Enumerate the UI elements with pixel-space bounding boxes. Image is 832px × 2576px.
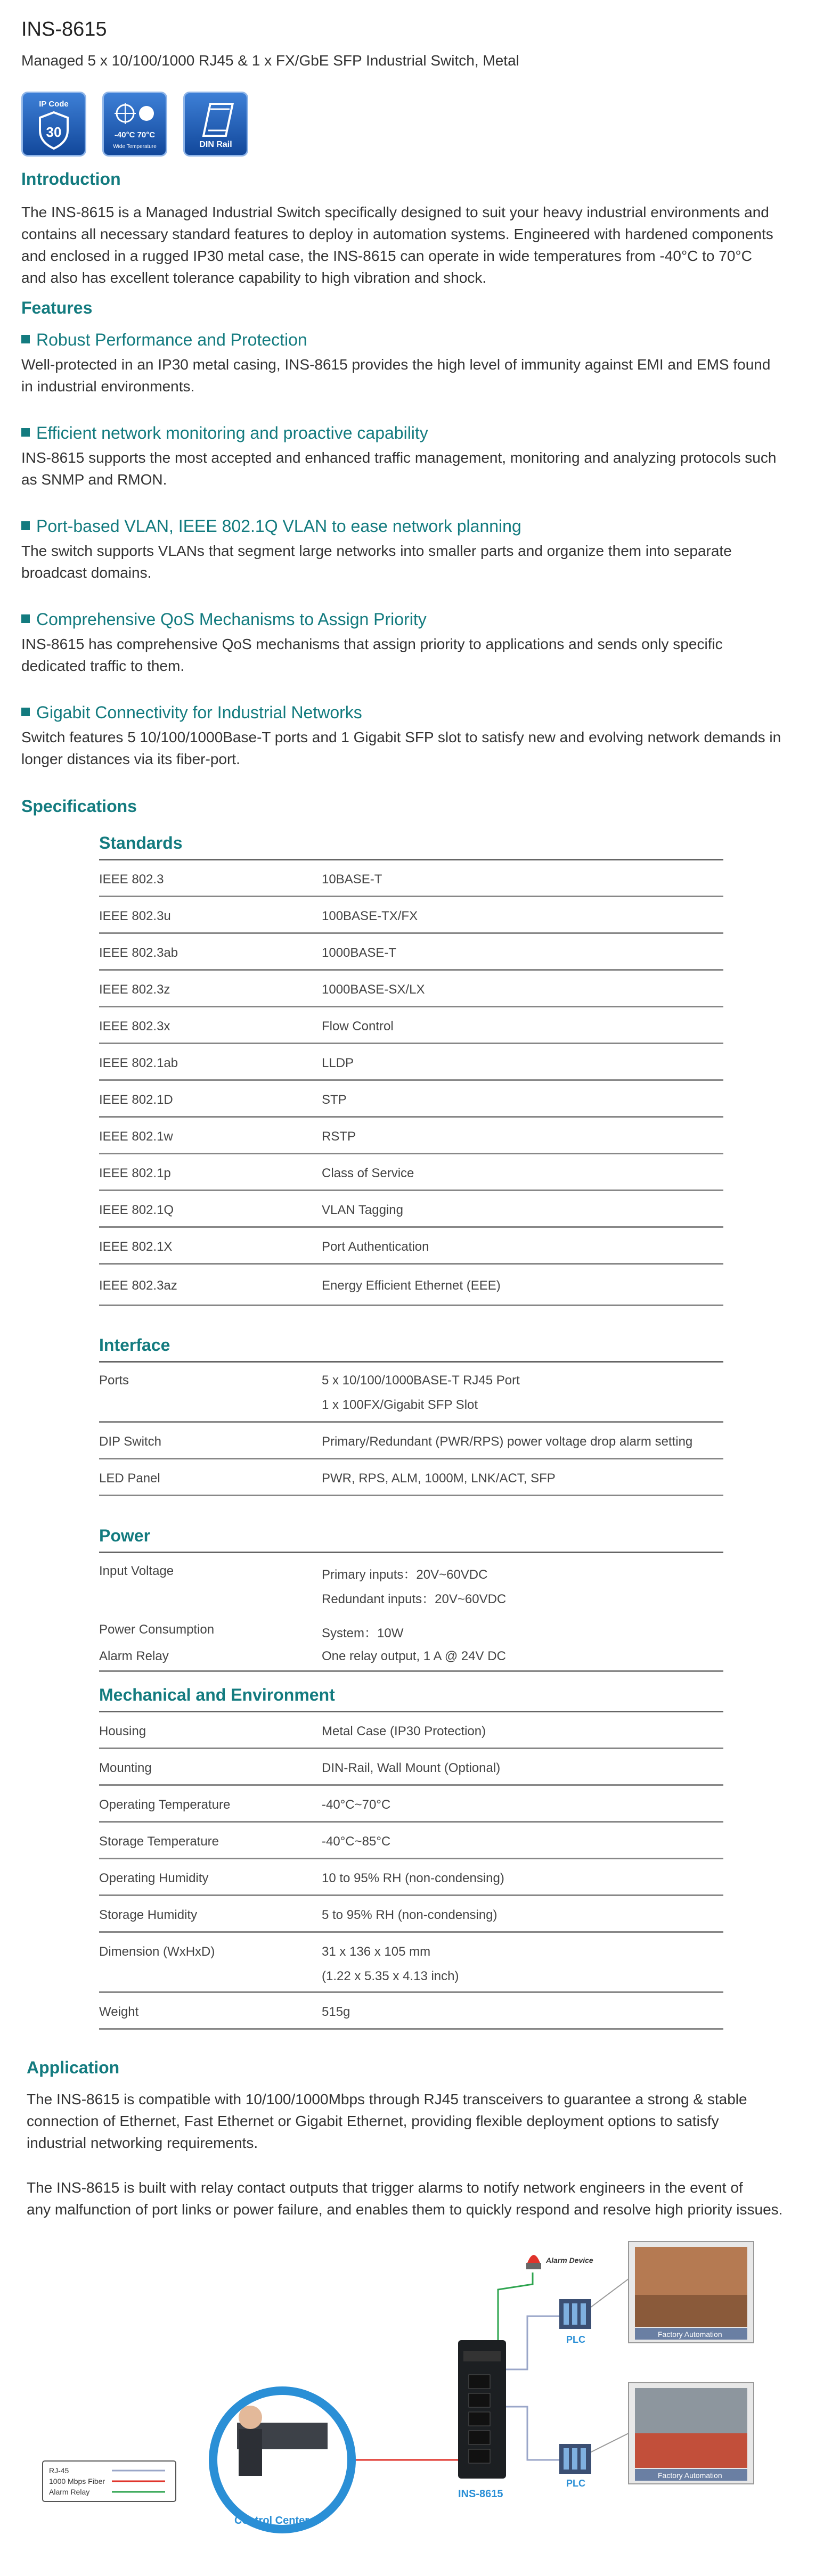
din-rail-badge-icon	[183, 92, 248, 157]
spec-key: IEEE 802.1w	[99, 1129, 173, 1144]
spec-value: Redundant inputs：20V~60VDC	[322, 1592, 507, 1606]
legend-alarm: Alarm Relay	[49, 2488, 90, 2496]
spec-key: IEEE 802.3ab	[99, 946, 178, 960]
table-row	[99, 1459, 723, 1496]
legend-rj45: RJ-45	[49, 2466, 69, 2475]
spec-value: -40°C~85°C	[322, 1834, 391, 1849]
spec-key: IEEE 802.1X	[99, 1240, 173, 1254]
spec-value: Energy Efficient Ethernet (EEE)	[322, 1278, 501, 1293]
spec-key: IEEE 802.3x	[99, 1019, 170, 1033]
legend-fiber: 1000 Mbps Fiber	[49, 2477, 105, 2485]
feature-desc	[21, 726, 810, 770]
spec-value: 1000BASE-T	[322, 946, 397, 960]
plc-device-icon	[559, 2299, 591, 2329]
table-row	[99, 1823, 723, 1859]
spec-value: Class of Service	[322, 1166, 414, 1180]
spec-key: Dimension (WxHxD)	[99, 1945, 215, 1959]
spec-value: LLDP	[322, 1056, 354, 1070]
feature-title	[21, 516, 521, 536]
spec-key: IEEE 802.3z	[99, 982, 170, 997]
spec-key: IEEE 802.1p	[99, 1166, 171, 1180]
introduction-heading: Introduction	[21, 169, 121, 188]
spec-key: Operating Temperature	[99, 1798, 231, 1812]
spec-key: Power Consumption	[99, 1622, 215, 1637]
spec-key: Storage Temperature	[99, 1834, 219, 1849]
table-row	[99, 1859, 723, 1896]
spec-key: IEEE 802.1Q	[99, 1203, 174, 1217]
spec-key: IEEE 802.1D	[99, 1093, 173, 1107]
feature-line: dedicated traffic to them.	[21, 658, 185, 674]
table-row	[99, 1423, 723, 1459]
table-row	[99, 1191, 723, 1228]
table-row	[99, 1786, 723, 1823]
din-rail-label: DIN Rail	[199, 140, 232, 149]
certification-badges	[21, 92, 248, 157]
switch-device-icon	[458, 2340, 506, 2479]
feature-line: The switch supports VLANs that segment large networks into smaller parts and organize them into separate	[21, 543, 732, 559]
feature-desc	[21, 447, 810, 490]
power-title: Power	[99, 1526, 151, 1545]
spec-key: IEEE 802.1ab	[99, 1056, 178, 1070]
intro-line: The INS-8615 is a Managed Industrial Switch specifically designed to suit your heavy industrial environments and	[21, 204, 769, 220]
ip-code-number: 30	[46, 124, 62, 140]
ip30-badge-icon	[21, 92, 86, 157]
square-bullet-icon	[21, 521, 30, 530]
spec-value: Primary inputs：20V~60VDC	[322, 1568, 488, 1582]
feature-line: as SNMP and RMON.	[21, 471, 167, 488]
product-title: INS-8615	[21, 18, 107, 40]
feature-title-text: Port-based VLAN, IEEE 802.1Q VLAN to ease network planning	[36, 516, 521, 536]
plc-device-icon	[559, 2444, 591, 2474]
application-text-1	[27, 2088, 815, 2154]
feature-line: Switch features 5 10/100/1000Base-T ports and 1 Gigabit SFP slot to satisfy new and evolving network demands in	[21, 729, 781, 745]
spec-key: Housing	[99, 1724, 146, 1738]
feature-title	[21, 330, 307, 350]
spec-value: 1 x 100FX/Gigabit SFP Slot	[322, 1398, 478, 1412]
product-subtitle: Managed 5 x 10/100/1000 RJ45 & 1 x FX/GbE SFP Industrial Switch, Metal	[21, 52, 519, 69]
table-row	[99, 1993, 723, 2030]
table-row	[99, 1154, 723, 1191]
spec-value: RSTP	[322, 1129, 356, 1144]
table-row	[99, 1553, 723, 1612]
square-bullet-icon	[21, 614, 30, 623]
spec-value: 10 to 95% RH (non-condensing)	[322, 1871, 504, 1885]
table-row	[99, 860, 723, 897]
spec-key: Alarm Relay	[99, 1649, 169, 1663]
mechanical-title: Mechanical and Environment	[99, 1685, 335, 1704]
spec-key: Input Voltage	[99, 1564, 174, 1578]
intro-line: and also has excellent tolerance capability to high vibration and shock.	[21, 269, 487, 286]
table-row	[99, 1896, 723, 1933]
introduction-text	[21, 201, 810, 289]
alarm-device-icon	[526, 2255, 541, 2269]
feature-title-text: Efficient network monitoring and proactive capability	[36, 423, 428, 442]
plc-label: PLC	[566, 2334, 585, 2345]
table-row	[99, 1612, 723, 1643]
features-heading: Features	[21, 298, 93, 317]
spec-value: -40°C~70°C	[322, 1798, 391, 1812]
spec-value: VLAN Tagging	[322, 1203, 403, 1217]
feature-desc	[21, 354, 810, 397]
square-bullet-icon	[21, 708, 30, 716]
wide-temperature-badge-icon	[102, 92, 167, 157]
table-row	[99, 1265, 723, 1306]
switch-label: INS-8615	[458, 2488, 503, 2500]
spec-value: STP	[322, 1093, 347, 1107]
table-row	[99, 1228, 723, 1265]
spec-value: 31 x 136 x 105 mm	[322, 1945, 431, 1959]
feature-line: INS-8615 has comprehensive QoS mechanisms that assign priority to applications and sends only specific	[21, 636, 723, 652]
plc-link-top	[586, 2279, 629, 2311]
network-diagram	[0, 2210, 832, 2573]
spec-key: Weight	[99, 2005, 139, 2019]
feature-line: longer distances via its fiber-port.	[21, 751, 240, 767]
table-row	[99, 1081, 723, 1118]
control-center-icon	[213, 2391, 352, 2529]
factory-image	[629, 2242, 754, 2343]
spec-value: 5 x 10/100/1000BASE-T RJ45 Port	[322, 1373, 520, 1388]
feature-title	[21, 703, 362, 723]
feature-line: INS-8615 supports the most accepted and enhanced traffic management, monitoring and analyzing protocols such	[21, 449, 777, 466]
spec-key: Storage Humidity	[99, 1908, 198, 1922]
spec-key: IEEE 802.3az	[99, 1278, 177, 1293]
spec-key: IEEE 802.3	[99, 872, 164, 887]
spec-value: 100BASE-TX/FX	[322, 909, 418, 923]
spec-key: IEEE 802.3u	[99, 909, 171, 923]
spec-value: One relay output, 1 A @ 24V DC	[322, 1649, 506, 1663]
table-row	[99, 934, 723, 971]
spec-key: Mounting	[99, 1761, 152, 1775]
application-line: The INS-8615 is compatible with 10/100/1000Mbps through RJ45 transceivers to guarantee a strong & stable	[27, 2091, 747, 2107]
application-heading: Application	[27, 2058, 120, 2077]
intro-line: contains all necessary standard features to deploy in automation systems. Engineered with hardened components	[21, 226, 773, 242]
feature-title-text: Comprehensive QoS Mechanisms to Assign Priority	[36, 610, 427, 629]
table-row	[99, 897, 723, 934]
spec-key: DIP Switch	[99, 1434, 161, 1449]
specifications-heading: Specifications	[21, 797, 137, 816]
spec-value: System：10W	[322, 1626, 404, 1640]
rj45-line-top	[503, 2316, 559, 2369]
wide-temperature-label: Wide Temperature	[113, 144, 157, 150]
temperature-range: -40°C 70°C	[114, 130, 156, 140]
table-row	[99, 1712, 723, 1749]
feature-title	[21, 423, 428, 443]
plc-label: PLC	[566, 2478, 585, 2489]
application-line: any malfunction of port links or power failure, and enables them to quickly respond and resolve high priority issues.	[27, 2201, 783, 2218]
spec-key: Ports	[99, 1373, 129, 1388]
ip-code-label: IP Code	[39, 100, 69, 109]
spec-value: 5 to 95% RH (non-condensing)	[322, 1908, 497, 1922]
spec-key: LED Panel	[99, 1471, 160, 1486]
spec-value: Primary/Redundant (PWR/RPS) power voltage drop alarm setting	[322, 1434, 693, 1449]
spec-value: Metal Case (IP30 Protection)	[322, 1724, 486, 1738]
table-row	[99, 1363, 723, 1423]
table-row	[99, 1044, 723, 1081]
table-row	[99, 1933, 723, 1993]
spec-key: Operating Humidity	[99, 1871, 209, 1885]
plc-link-bottom	[586, 2433, 629, 2455]
standards-title: Standards	[99, 833, 183, 852]
feature-title-text: Robust Performance and Protection	[36, 330, 307, 349]
spec-value: 1000BASE-SX/LX	[322, 982, 425, 997]
interface-title: Interface	[99, 1335, 170, 1355]
spec-value: 10BASE-T	[322, 872, 382, 887]
intro-line: and enclosed in a rugged IP30 metal case, the INS-8615 can operate in wide temperatures from -40°C to 70°C	[21, 248, 752, 264]
feature-line: Well-protected in an IP30 metal casing, INS-8615 provides the high level of immunity against EMI and EMS found	[21, 356, 771, 373]
spec-value: Port Authentication	[322, 1240, 429, 1254]
spec-value: 515g	[322, 2005, 350, 2019]
factory-label: Factory Automation	[658, 2471, 722, 2480]
application-line: industrial networking requirements.	[27, 2135, 258, 2151]
feature-title	[21, 610, 427, 629]
feature-line: broadcast domains.	[21, 564, 152, 581]
alarm-device-label: Alarm Device	[546, 2256, 593, 2265]
feature-title-text: Gigabit Connectivity for Industrial Networks	[36, 703, 362, 722]
feature-line: in industrial environments.	[21, 378, 195, 395]
table-row	[99, 1749, 723, 1786]
spec-value: Flow Control	[322, 1019, 394, 1033]
table-row	[99, 971, 723, 1007]
square-bullet-icon	[21, 335, 30, 343]
feature-desc	[21, 633, 810, 677]
application-diagram	[0, 2210, 832, 2573]
factory-image	[629, 2383, 754, 2484]
spec-value: (1.22 x 5.35 x 4.13 inch)	[322, 1969, 459, 1983]
table-row	[99, 1643, 723, 1672]
control-center-label: Control Center	[234, 2515, 309, 2526]
table-row	[99, 1007, 723, 1044]
table-row	[99, 1118, 723, 1154]
spec-value: DIN-Rail, Wall Mount (Optional)	[322, 1761, 501, 1775]
application-line: connection of Ethernet, Fast Ethernet or Gigabit Ethernet, providing flexible deployment options to satisfy	[27, 2113, 719, 2129]
square-bullet-icon	[21, 428, 30, 437]
factory-label: Factory Automation	[658, 2330, 722, 2339]
feature-desc	[21, 540, 810, 584]
rj45-line-bottom	[503, 2407, 559, 2460]
application-line: The INS-8615 is built with relay contact outputs that trigger alarms to notify network engineers in the event of	[27, 2179, 743, 2196]
spec-value: PWR, RPS, ALM, 1000M, LNK/ACT, SFP	[322, 1471, 556, 1486]
